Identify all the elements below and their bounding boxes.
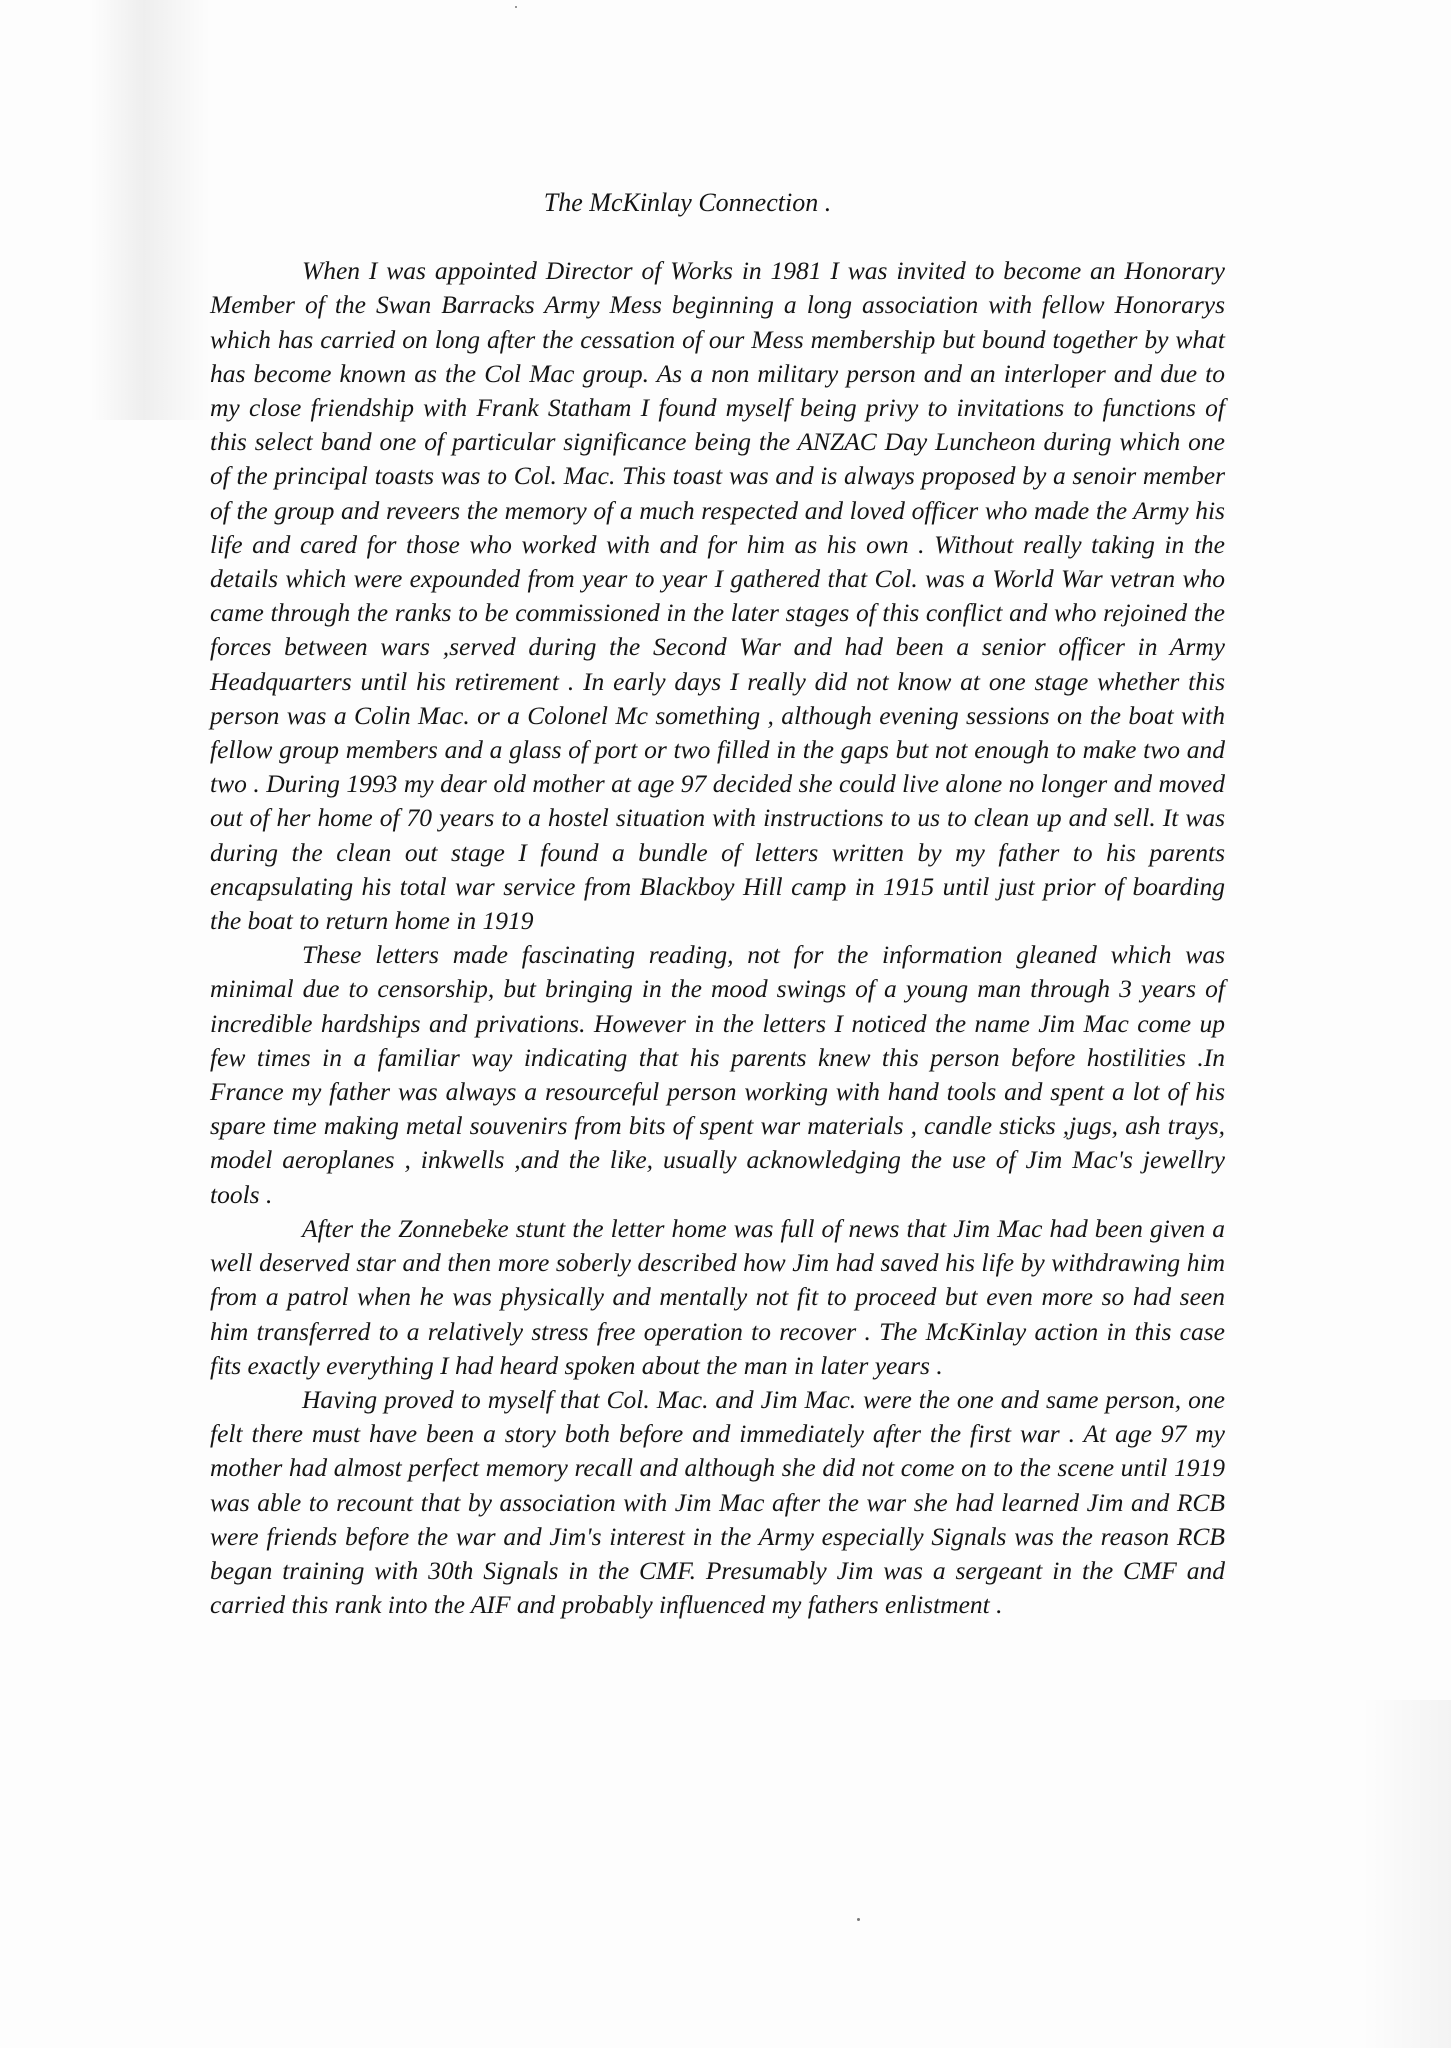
scan-edge-shadow-right [1361,1700,1451,2048]
paragraph-3: After the Zonnebeke stunt the letter home was full of news that Jim Mac had been given a well deserved star and then more soberly described how Jim had saved his life by withdrawing him from a patrol when he was physically and mentally not fit to proceed but even more so had seen him transferred to a relatively stress free operation to recover . The McKinlay action in this case fits exactly everything I had heard spoken about the man in later years . [210,1213,1225,1380]
paragraph-2: These letters made fascinating reading, not for the information gleaned which was minimal due to censorship, but bringing in the mood swings of a young man through 3 years of incredible hardships and privations. However in the letters I noticed the name Jim Mac come up few times in a familiar way indicating that his parents knew this person before hostilities .In France my father was always a resourceful person working with hand tools and spent a lot of his spare time making metal souvenirs from bits of spent war materials , candle sticks ,jugs, ash trays, model aeroplanes , inkwells ,and the like, usually acknowledging the use of Jim Mac's jewellry tools . [210,940,1225,1209]
paragraph-4: Having proved to myself that Col. Mac. and Jim Mac. were the one and same person, one felt there must have been a story both before and immediately after the first war . At age 97 my mother had almost perfect memory recall and although she did not come on to the scene until 1919 was able to recount that by association with Jim Mac after the war she had learned Jim and RCB were friends before the war and Jim's interest in the Army especially Signals was the reason RCB began training with 30th Signals in the CMF. Presumably Jim was a sergeant in the CMF and carried this rank into the AIF and probably influenced my fathers enlistment . [210,1384,1225,1620]
paragraph-1: When I was appointed Director of Works in 1981 I was invited to become an Honorary Member of the Swan Barracks Army Mess beginning a long association with fellow Honorarys which has carried on long after the cessation of our Mess membership but bound together by what has become known as the Col Mac group. As a non military person and an interloper and due to my close friendship with Frank Statham I found myself being privy to invitations to functions of this select band one of particular significance being the ANZAC Day Luncheon during which one of the principal toasts was to Col. Mac. This toast was and is always proposed by a senoir member of the group and reveers the memory of a much respected and loved officer who made the Army his life and cared for those who worked with and for him as his own . Without really taking in the details which were expounded from year to year I gathered that Col. was a World War vetran who came through the ranks to be commissioned in the later stages of this conflict and who rejoined the forces between wars ,served during the Second War and had been a senior officer in Army Headquarters until his retirement . In early days I really did not know at one stage whether this person was a Colin Mac. or a Colonel Mc something , although evening sessions on the boat with fellow group members and a glass of port or two filled in the gaps but not enough to make two and two . During 1993 my dear old mother at age 97 decided she could live alone no longer and moved out of her home of 70 years to a hostel situation with instructions to us to clean up and sell. It was during the clean out stage I found a bundle of letters written by my father to his parents encapsulating his total war service from Blackboy Hill camp in 1915 until just prior of boarding the boat to return home in 1919 [210,256,1225,936]
scan-speck [515,6,517,8]
document-body [210,186,1225,1622]
scan-edge-shadow [90,0,210,420]
document-title: The McKinlay Connection . [543,188,832,217]
scan-speck [857,1918,860,1921]
